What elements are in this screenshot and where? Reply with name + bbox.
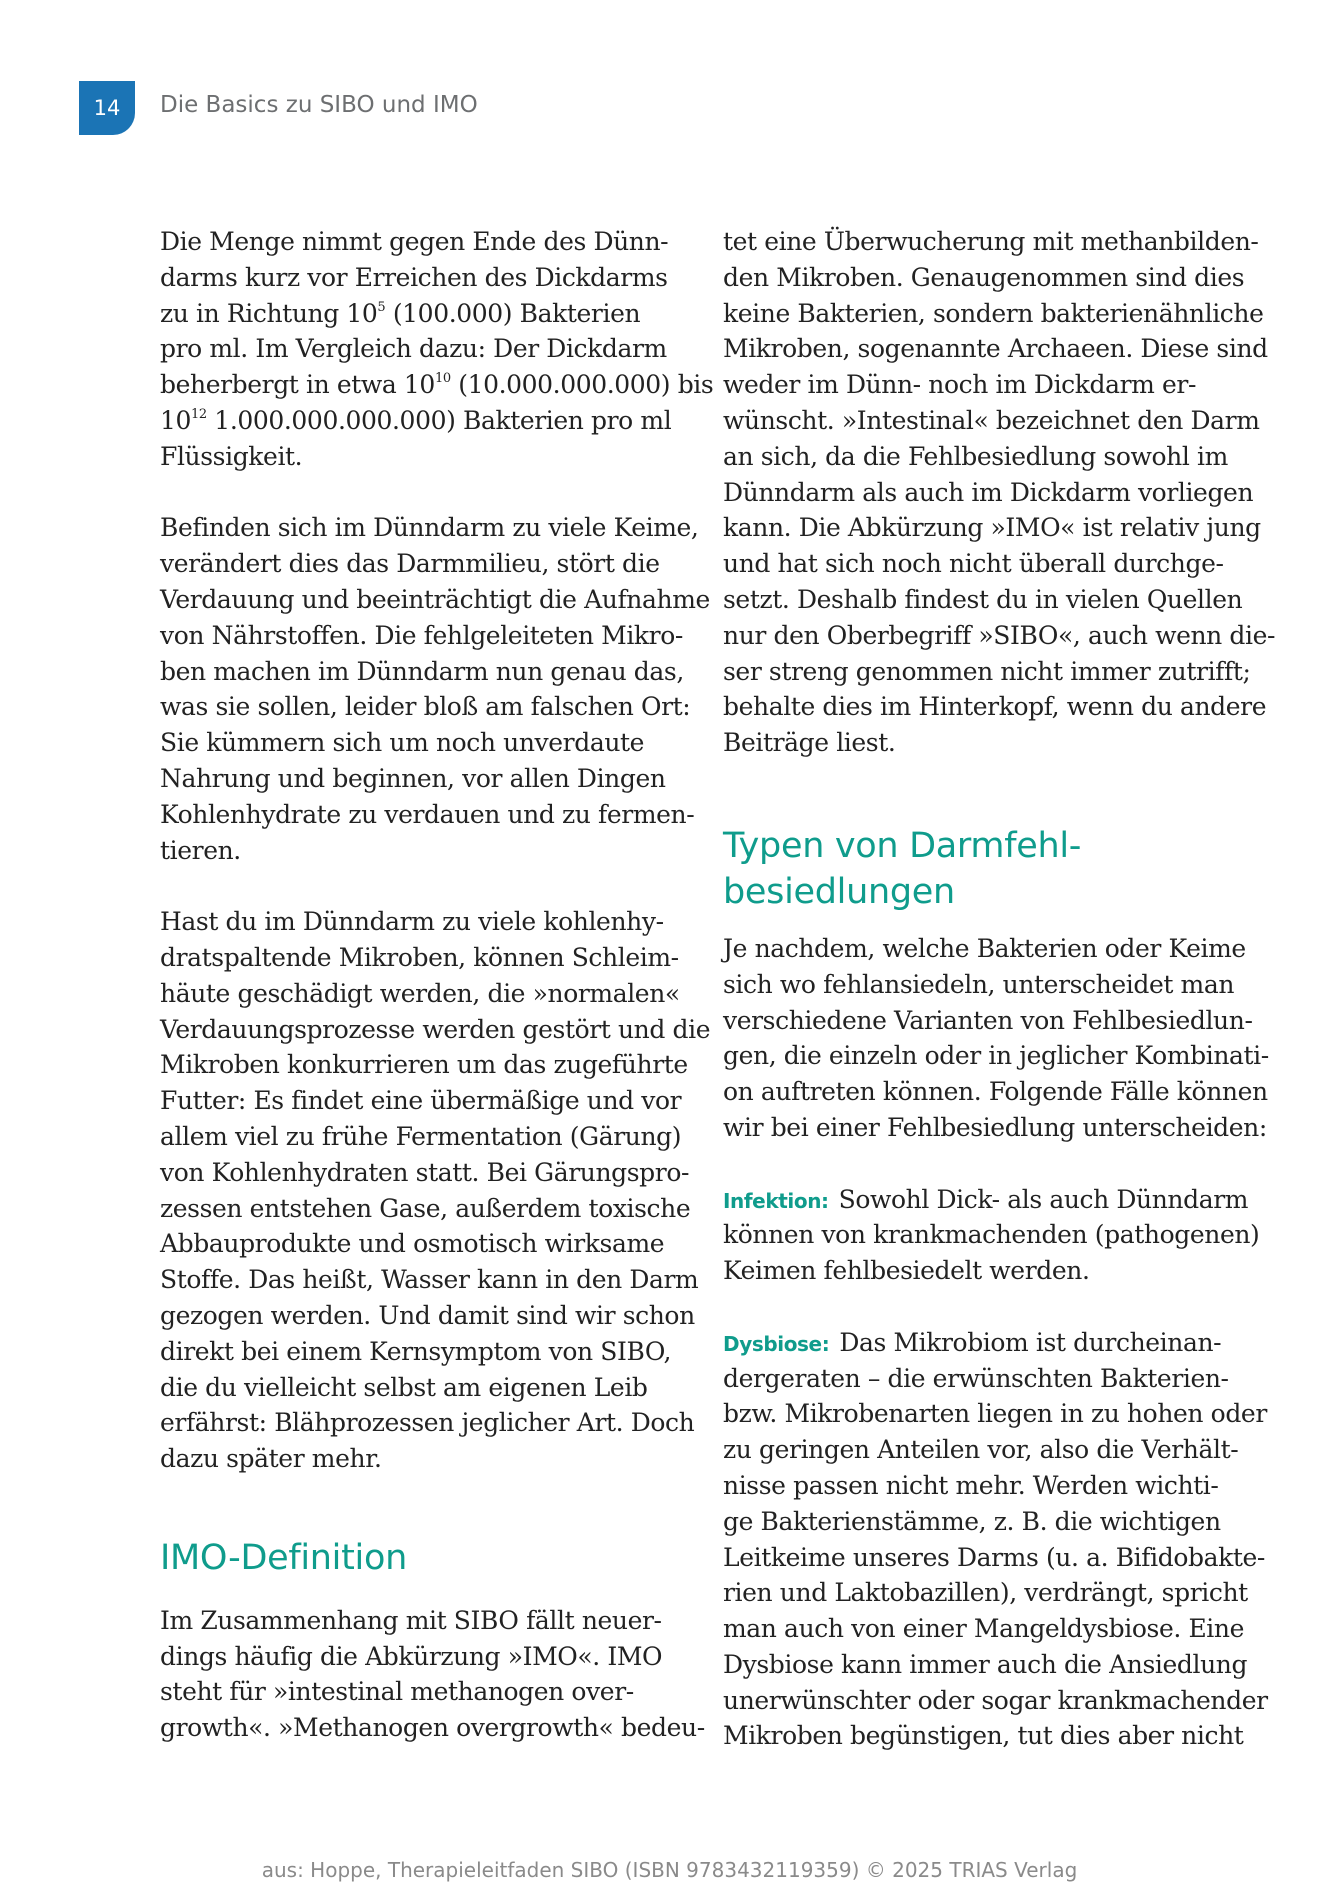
section-heading-imo-definition: IMO-Definition [160, 1537, 407, 1578]
text-line: unerwünschter oder sogar krankmachender [723, 1685, 1268, 1715]
heading-line: Typen von Darmfehl- [723, 825, 1082, 866]
paragraph-imo-intro [160, 1603, 705, 1746]
text-line: verschiedene Varianten von Fehlbesiedlun- [723, 1005, 1253, 1035]
text-line: steht für »intestinal methanogen over- [160, 1677, 634, 1707]
text-line: dings häufig die Abkürzung »IMO«. IMO [160, 1641, 663, 1671]
text-line: kann. Die Abkürzung »IMO« ist relativ jung [723, 513, 1261, 543]
text-line: Futter: Es findet eine übermäßige und vor [160, 1086, 682, 1116]
text-line: zessen entstehen Gase, außerdem toxische [160, 1193, 691, 1223]
superscript: 5 [377, 299, 386, 315]
text-line: $10^{12}$ 1.000.000.000.000) Bakterien pro ml [160, 405, 672, 435]
text-line: sich wo fehlansiedeln, unterscheidet man [723, 969, 1235, 999]
text-line: und hat sich noch nicht überall durchge- [723, 549, 1224, 579]
text-line: tet eine Überwucherung mit methanbilden- [723, 227, 1259, 256]
text-line: nisse passen nicht mehr. Werden wichti- [723, 1470, 1219, 1500]
text-line: zu geringen Anteilen vor, also die Verhält- [723, 1435, 1239, 1465]
text-line: Verdauungsprozesse werden gestört und die [160, 1014, 711, 1044]
text-line: von Kohlenhydraten statt. Bei Gärungspro- [160, 1157, 690, 1187]
text-line: dazu später mehr. [160, 1444, 382, 1474]
text-line: Nahrung und beginnen, vor allen Dingen [160, 763, 666, 793]
text-line: growth«. »Methanogen overgrowth« bedeu- [160, 1713, 705, 1743]
superscript: 10 [434, 371, 451, 387]
text-line: beherbergt in etwa $10^{10}$ (10.000.000.000) bis [160, 370, 714, 400]
text-line: ben machen im Dünndarm nun genau das, [160, 656, 684, 686]
superscript: 12 [191, 406, 207, 422]
text-line: Mikroben konkurrieren um das zugeführte [160, 1050, 688, 1080]
text-line: an sich, da die Fehlbesiedlung sowohl im [723, 441, 1228, 471]
text-line: häute geschädigt werden, die »normalen« [160, 978, 680, 1008]
right-column [723, 224, 1276, 1754]
source-footer: aus: Hoppe, Therapieleitfaden SIBO (ISBN 9783432119359) © 2025 TRIAS Verlag [261, 1858, 1078, 1882]
text-line: verändert dies das Darmmilieu, stört die [160, 549, 660, 579]
text-line: nur den Oberbegriff »SIBO«, auch wenn die- [723, 620, 1276, 650]
text-line: wünscht. »Intestinal« bezeichnet den Darm [723, 405, 1260, 435]
term-label: Dysbiose: [723, 1331, 830, 1356]
text-line: ser streng genommen nicht immer zutrifft; [723, 656, 1251, 686]
text-line: Stoffe. Das heißt, Wasser kann in den Darm [160, 1265, 699, 1295]
term-label: Infektion: [723, 1188, 829, 1213]
text-line: Abbauprodukte und osmotisch wirksame [160, 1229, 665, 1259]
text-line: Im Zusammenhang mit SIBO fällt neuer- [160, 1605, 662, 1635]
text-line: allem viel zu frühe Fermentation (Gärung) [160, 1121, 682, 1151]
text-line: behalte dies im Hinterkopf, wenn du andere [723, 692, 1267, 722]
text-line: die du vielleicht selbst am eigenen Leib [160, 1372, 648, 1402]
text-line: Mikroben, sogenannte Archaeen. Diese sind [723, 334, 1268, 364]
section-heading-darmfehlbesiedlungen [723, 823, 1253, 915]
text-line: man auch von einer Mangeldysbiose. Eine [723, 1614, 1244, 1644]
text-line: dratspaltende Mikroben, können Schleim- [160, 942, 679, 972]
paragraph-variants [723, 931, 1269, 1146]
paragraph-imo-continued [723, 224, 1276, 761]
text-line: wir bei einer Fehlbesiedlung unterscheiden: [723, 1112, 1267, 1142]
text-line: setzt. Deshalb findest du in vielen Quellen [723, 584, 1243, 614]
text-line: pro ml. Im Vergleich dazu: Der Dickdarm [160, 334, 667, 364]
text-line: Hast du im Dünndarm zu viele kohlenhy- [160, 907, 664, 937]
text-line: Verdauung und beeinträchtigt die Aufnahme [160, 584, 710, 614]
paragraph-bacteria-count [160, 224, 714, 475]
text-line: Dysbiose: Das Mikrobiom ist durcheinan- [723, 1327, 1222, 1357]
text-line: können von krankmachenden (pathogenen) [723, 1220, 1260, 1250]
text-line: Keimen fehlbesiedelt werden. [723, 1256, 1090, 1286]
text-line: weder im Dünn- noch im Dickdarm er- [723, 370, 1197, 400]
text-line: zu in Richtung $10^5$ (100.000) Bakterien [160, 298, 641, 328]
page-number-badge [79, 81, 135, 135]
text-line: rien und Laktobazillen), verdrängt, spricht [723, 1578, 1248, 1608]
text-line: bzw. Mikrobenarten liegen in zu hohen oder [723, 1399, 1267, 1429]
text-line: Leitkeime unseres Darms (u. a. Bifidobakte- [723, 1542, 1265, 1572]
definition-infektion [723, 1182, 1260, 1289]
text-line: dergeraten – die erwünschten Bakterien- [723, 1363, 1229, 1393]
paragraph-dysbiosis-effects [160, 510, 710, 868]
text-line: Mikroben begünstigen, tut dies aber nicht [723, 1721, 1244, 1751]
text-line: ge Bakterienstämme, z. B. die wichtigen [723, 1506, 1221, 1536]
text-line: keine Bakterien, sondern bakterienähnliche [723, 298, 1264, 328]
text-line: Sie kümmern sich um noch unverdaute [160, 728, 645, 758]
text-line: Beiträge liest. [723, 728, 896, 758]
text-line: gezogen werden. Und damit sind wir schon [160, 1300, 695, 1330]
text-line: gen, die einzeln oder in jeglicher Kombinati- [723, 1041, 1269, 1071]
page-number: 14 [93, 96, 121, 120]
running-head: Die Basics zu SIBO und IMO [160, 92, 478, 118]
text-line: Kohlenhydrate zu verdauen und zu fermen- [160, 799, 695, 829]
text-line: Je nachdem, welche Bakterien oder Keime [723, 933, 1246, 963]
text-line: Die Menge nimmt gegen Ende des Dünn- [160, 227, 669, 256]
text-line: von Nährstoffen. Die fehlgeleiteten Mikro- [160, 620, 683, 650]
text-line: direkt bei einem Kernsymptom von SIBO, [160, 1336, 672, 1366]
text-line: on auftreten können. Folgende Fälle können [723, 1077, 1268, 1107]
text-line: darms kurz vor Erreichen des Dickdarms [160, 262, 668, 292]
text-line: Dünndarm als auch im Dickdarm vorliegen [723, 477, 1254, 507]
text-line: Infektion: Sowohl Dick- als auch Dünndarm [723, 1184, 1249, 1214]
left-column [160, 224, 714, 1746]
text-line: Befinden sich im Dünndarm zu viele Keime, [160, 513, 699, 543]
text-line: Dysbiose kann immer auch die Ansiedlung [723, 1649, 1248, 1679]
text-line: erfährst: Blähprozessen jeglicher Art. Doch [160, 1408, 695, 1438]
paragraph-fermentation [160, 904, 711, 1477]
heading-line: besiedlungen [723, 871, 955, 912]
text-line: Flüssigkeit. [160, 441, 303, 471]
definition-dysbiose [723, 1325, 1268, 1755]
text-line: was sie sollen, leider bloß am falschen Ort: [160, 692, 691, 722]
text-line: tieren. [160, 835, 241, 865]
text-line: den Mikroben. Genaugenommen sind dies [723, 262, 1245, 292]
